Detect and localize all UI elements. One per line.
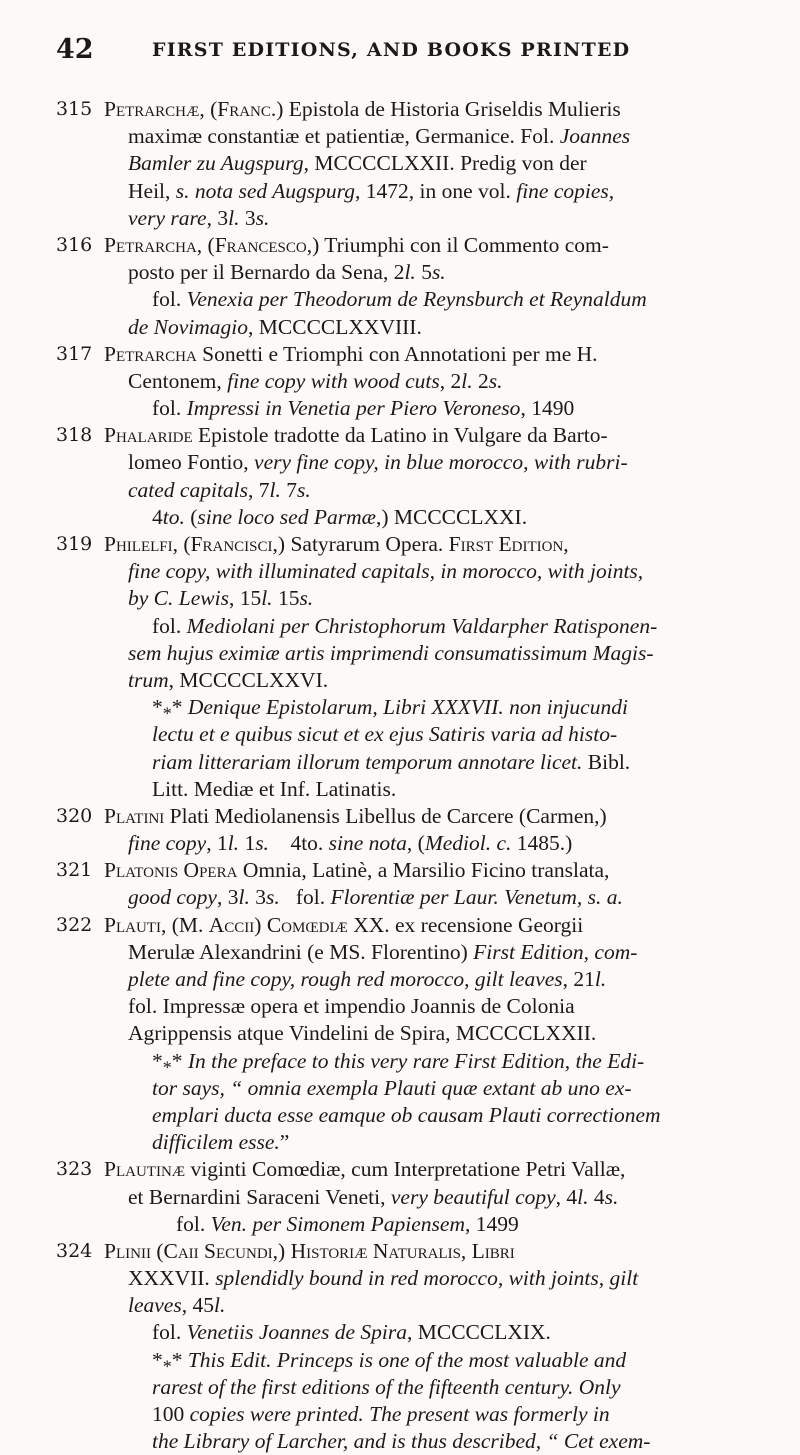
entry-line: Litt. Mediæ et Inf. Latinatis. [152, 776, 397, 801]
catalogue-entry [56, 341, 756, 423]
entry-line: Petrarchæ, (Franc.) Epistola de Historia Griseldis Mulieris [104, 97, 621, 121]
entry-line: by C. Lewis, 15l. 15s. [128, 586, 314, 611]
entry-number: 320 [56, 804, 93, 827]
entry-line: posto per il Bernardo da Sena, 2l. 5s. [128, 260, 446, 285]
entry-number: 316 [56, 233, 93, 256]
entry-line: Centonem, fine copy with wood cuts, 2l. 2s. [128, 368, 503, 393]
entry-line: Agrippensis atque Vindelini de Spira, MCCCCLXXII. [128, 1021, 597, 1046]
entry-line: fine copy, 1l. 1s. 4to. sine nota, (Mediol. c. 1485.) [128, 831, 573, 856]
entry-line: fol. Venetiis Joannes de Spira, MCCCCLXIX. [152, 1320, 551, 1345]
entry-line: $*_**$ In the preface to this very rare First Edition, the Edi- [152, 1048, 645, 1075]
entry-line: et Bernardini Saraceni Veneti, very beautiful copy, 4l. 4s. [128, 1184, 619, 1209]
entry-line: sem hujus eximiæ artis imprimendi consumatissimum Magis- [128, 640, 654, 665]
entry-line: Phalaride Epistole tradotte da Latino in Vulgare da Barto- [104, 423, 608, 448]
entry-line: good copy, 3l. 3s. fol. Florentiæ per Laur. Venetum, s. a. [128, 885, 623, 910]
entry-line: difficilem esse.” [152, 1130, 290, 1155]
entry-line: Platini Plati Mediolanensis Libellus de Carcere (Carmen,) [104, 803, 607, 828]
catalogue-entry [56, 422, 756, 531]
entry-line: trum, MCCCCLXXVI. [128, 667, 329, 692]
catalogue-entries [56, 96, 756, 1455]
catalogue-entry [56, 232, 756, 341]
entry-line: fine copy, with illuminated capitals, in morocco, with joints, [128, 559, 644, 584]
entry-line: Plauti, (M. Accii) Comœdiæ XX. ex recensione Georgii [104, 912, 584, 937]
entry-line: fol. Venexia per Theodorum de Reynsburch et Reynaldum [152, 287, 647, 312]
catalogue-entry [56, 1238, 756, 1455]
entry-line: 4to. (sine loco sed Parmæ,) MCCCCLXXI. [152, 504, 528, 529]
entry-line: Petrarcha Sonetti e Triomphi con Annotationi per me H. [104, 341, 598, 366]
entry-line: Platonis Opera Omnia, Latinè, a Marsilio Ficino translata, [104, 858, 610, 883]
catalogue-entry [56, 857, 756, 911]
catalogue-entry [56, 531, 756, 803]
entry-number: 318 [56, 424, 93, 447]
running-title: FIRST EDITIONS, AND BOOKS PRINTED [152, 39, 631, 61]
entry-line: Bamler zu Augspurg, MCCCCLXXII. Predig von der [128, 151, 587, 176]
entry-line: 100 copies were printed. The present was formerly in [152, 1402, 610, 1426]
entry-line: lectu et e quibus sicut et ex ejus Satiris varia ad histo- [152, 722, 618, 747]
entry-line: de Novimagio, MCCCCLXXVIII. [128, 314, 422, 339]
catalogue-entry [56, 803, 756, 857]
entry-line: tor says, “ omnia exempla Plauti quæ extant ab uno ex- [152, 1075, 632, 1100]
entry-number: 322 [56, 913, 93, 936]
entry-number: 321 [56, 859, 93, 882]
entry-line: rarest of the first editions of the fifteenth century. Only [152, 1374, 621, 1399]
entry-line: riam litterariam illorum temporum annotare licet. Bibl. [152, 749, 631, 774]
entry-line: Plinii (Caii Secundi,) Historiæ Naturalis, Libri [104, 1238, 515, 1263]
entry-line: fol. Ven. per Simonem Papiensem, 1499 [176, 1211, 519, 1236]
entry-line: Heil, s. nota sed Augspurg, 1472, in one vol. fine copies, [128, 178, 615, 203]
entry-line: plete and fine copy, rough red morocco, gilt leaves, 21l. [128, 967, 607, 991]
entry-number: 324 [56, 1239, 93, 1262]
catalogue-entry [56, 912, 756, 1157]
entry-number: 317 [56, 342, 93, 365]
entry-line: leaves, 45l. [128, 1293, 226, 1318]
entry-line: Philelfi, (Francisci,) Satyrarum Opera. First Edition, [104, 532, 569, 556]
entry-number: 323 [56, 1158, 93, 1181]
catalogue-entry [56, 1156, 756, 1238]
entry-line: Plautinæ viginti Comœdiæ, cum Interpretatione Petri Vallæ, [104, 1157, 626, 1182]
entry-line: very rare, 3l. 3s. [128, 205, 270, 230]
entry-line: maximæ constantiæ et patientiæ, Germanice. Fol. Joannes [128, 124, 631, 149]
page-number: 42 [56, 34, 94, 65]
entry-line: the Library of Larcher, and is thus described, “ Cet exem- [152, 1429, 651, 1454]
entry-line: $*_**$ Denique Epistolarum, Libri XXXVII. non injucundi [152, 695, 628, 722]
entry-number: 319 [56, 533, 93, 555]
entry-line: fol. Impressi in Venetia per Piero Veroneso, 1490 [152, 396, 575, 421]
page-header [56, 34, 760, 70]
entry-line: fol. Impressæ opera et impendio Joannis de Colonia [128, 994, 575, 1019]
entry-number: 315 [56, 98, 93, 120]
entry-line: cated capitals, 7l. 7s. [128, 477, 311, 502]
entry-line: emplari ducta esse eamque ob causam Plauti correctionem [152, 1102, 661, 1127]
entry-line: Merulæ Alexandrini (e MS. Florentino) First Edition, com- [128, 939, 638, 964]
entry-line: Petrarcha, (Francesco,) Triumphi con il Commento com- [104, 232, 609, 257]
entry-line: XXXVII. splendidly bound in red morocco, with joints, gilt [128, 1266, 639, 1291]
entry-line: lomeo Fontio, very fine copy, in blue morocco, with rubri- [128, 450, 628, 475]
entry-line: $*_**$ This Edit. Princeps is one of the most valuable and [152, 1347, 627, 1374]
catalogue-entry [56, 96, 756, 232]
entry-line: fol. Mediolani per Christophorum Valdarpher Ratisponen- [152, 613, 658, 638]
